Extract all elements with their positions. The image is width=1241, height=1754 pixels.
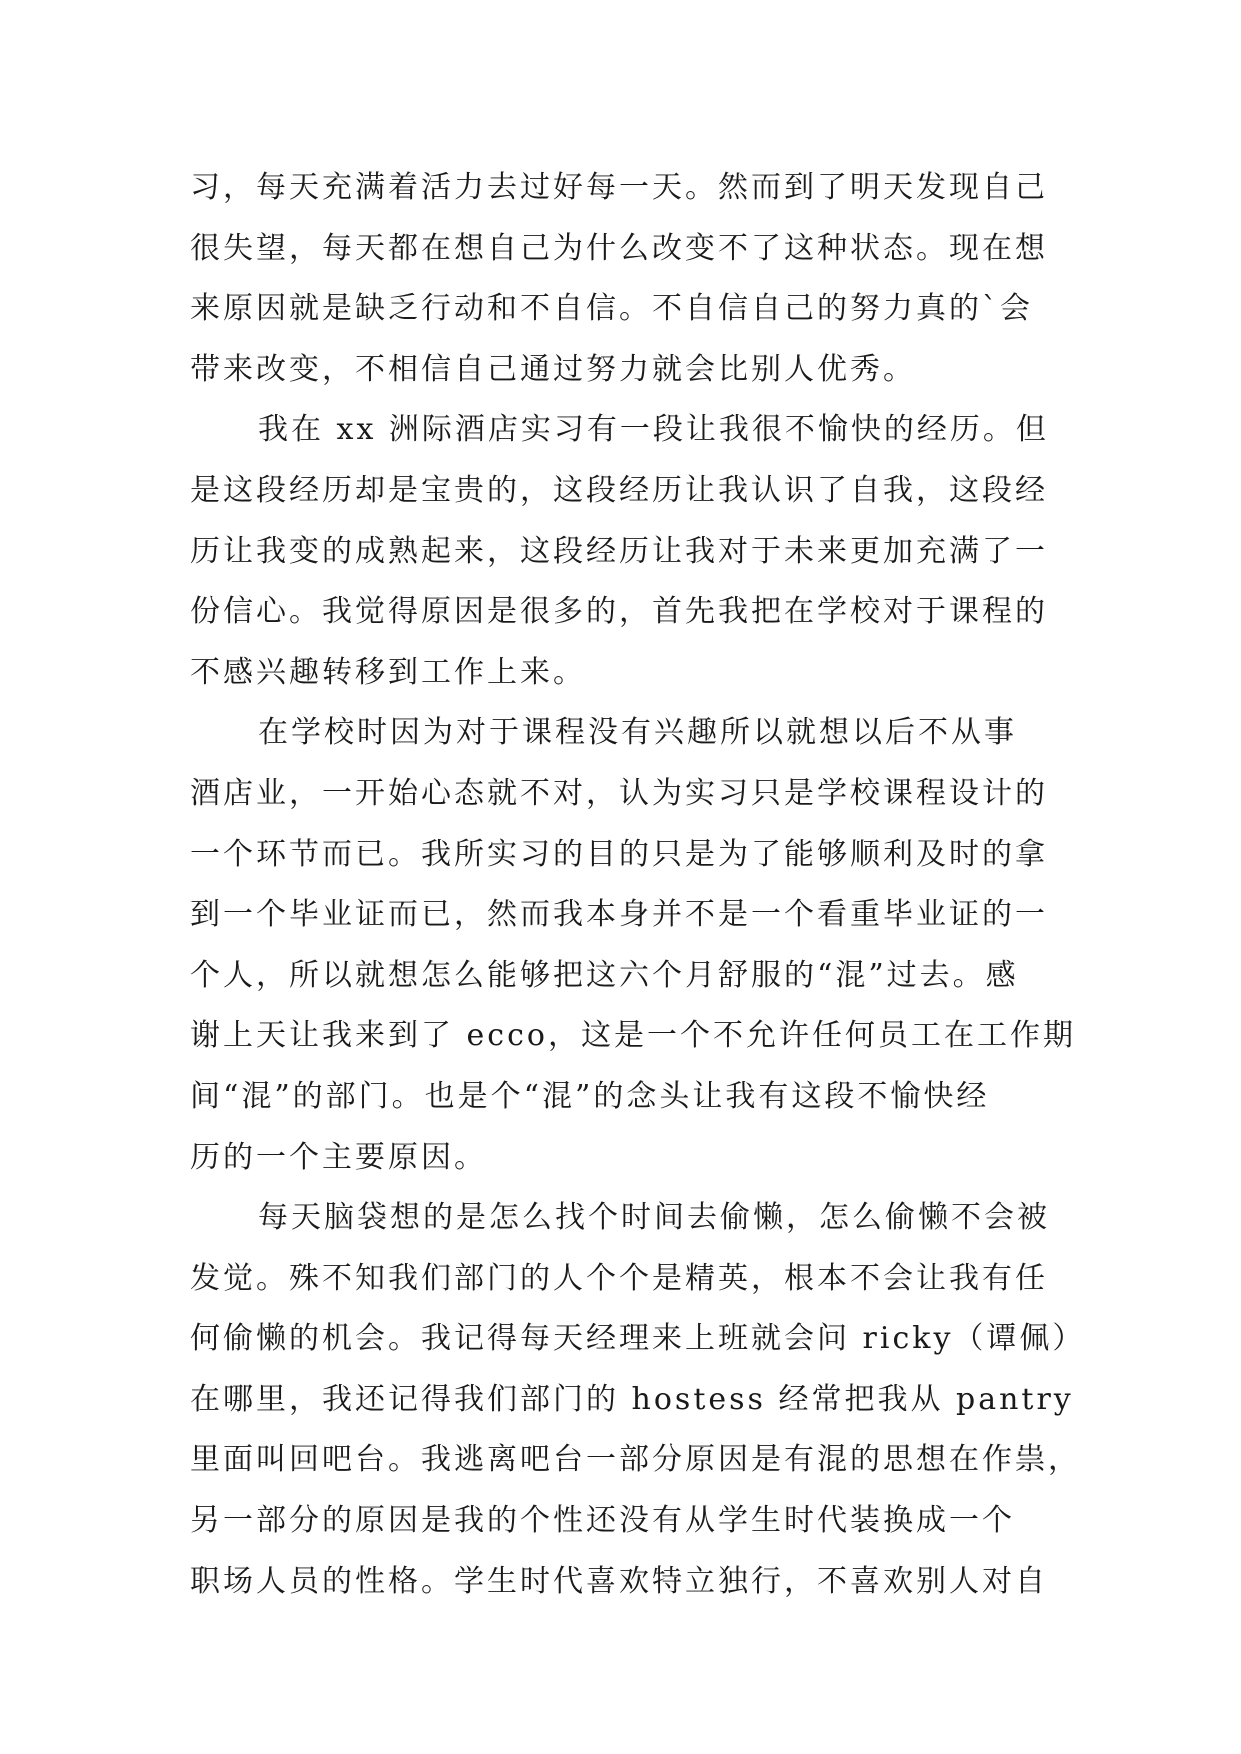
text-line: 个人，所以就想怎么能够把这六个月舒服的“混”过去。感 bbox=[190, 957, 1019, 993]
text-line: 来原因就是缺乏行动和不自信。不自信自己的努力真的`会 bbox=[190, 291, 1033, 327]
text-line: 是这段经历却是宝贵的，这段经历让我认识了自我，这段经 bbox=[190, 472, 1048, 508]
text-line: 间“混”的部门。也是个“混”的念头让我有这段不愉快经 bbox=[190, 1078, 990, 1114]
text-line: 何偷懒的机会。我记得每天经理来上班就会问 ricky（谭佩） bbox=[190, 1321, 1086, 1357]
text-line: 在学校时因为对于课程没有兴趣所以就想以后不从事 bbox=[258, 715, 1017, 751]
text-line: 份信心。我觉得原因是很多的，首先我把在学校对于课程的 bbox=[190, 594, 1048, 630]
text-line: 里面叫回吧台。我逃离吧台一部分原因是有混的思想在作祟， bbox=[190, 1442, 1081, 1478]
document-body bbox=[190, 158, 1086, 1612]
text-line: 历让我变的成熟起来，这段经历让我对于未来更加充满了一 bbox=[190, 533, 1048, 569]
text-line: 不感兴趣转移到工作上来。 bbox=[190, 654, 586, 690]
text-line: 带来改变，不相信自己通过努力就会比别人优秀。 bbox=[190, 351, 916, 387]
text-line: 在哪里，我还记得我们部门的 hostess 经常把我从 pantry bbox=[190, 1381, 1074, 1417]
text-line: 历的一个主要原因。 bbox=[190, 1139, 487, 1175]
paragraph bbox=[190, 703, 1076, 1188]
text-line: 一个环节而已。我所实习的目的只是为了能够顺利及时的拿 bbox=[190, 836, 1048, 872]
text-line: 到一个毕业证而已，然而我本身并不是一个看重毕业证的一 bbox=[190, 897, 1048, 933]
text-line: 我在 xx 洲际酒店实习有一段让我很不愉快的经历。但 bbox=[258, 412, 1049, 448]
text-line: 职场人员的性格。学生时代喜欢特立独行，不喜欢别人对自 bbox=[190, 1563, 1048, 1599]
text-line: 每天脑袋想的是怎么找个时间去偷懒，怎么偷懒不会被 bbox=[258, 1200, 1050, 1236]
text-line: 谢上天让我来到了 ecco，这是一个不允许任何员工在工作期 bbox=[190, 1018, 1076, 1054]
text-line: 另一部分的原因是我的个性还没有从学生时代装换成一个 bbox=[190, 1503, 1015, 1539]
text-line: 酒店业，一开始心态就不对，认为实习只是学校课程设计的 bbox=[190, 775, 1048, 811]
text-line: 发觉。殊不知我们部门的人个个是精英，根本不会让我有任 bbox=[190, 1260, 1048, 1296]
text-line: 很失望，每天都在想自己为什么改变不了这种状态。现在想 bbox=[190, 230, 1048, 266]
paragraph bbox=[190, 400, 1050, 703]
text-line: 习，每天充满着活力去过好每一天。然而到了明天发现自己 bbox=[190, 170, 1048, 205]
paragraph bbox=[190, 158, 1050, 400]
paragraph bbox=[190, 1188, 1086, 1612]
